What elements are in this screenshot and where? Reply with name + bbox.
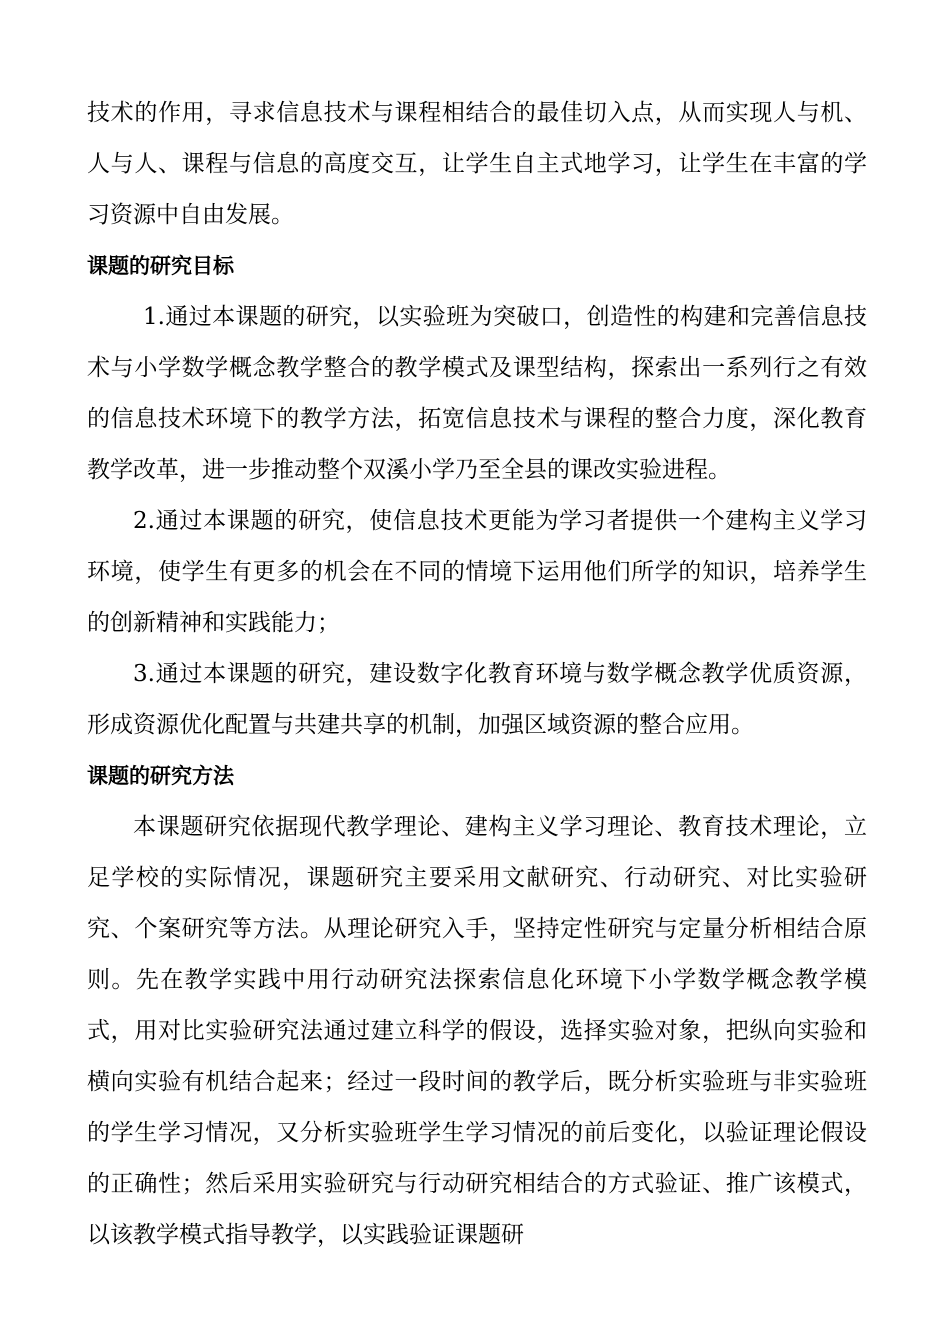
methods-paragraph: 本课题研究依据现代教学理论、建构主义学习理论、教育技术理论，立足学校的实际情况，课题研究主要采用文献研究、行动研究、对比实验研究、个案研究等方法。从理论研究入手，坚持定性研究与定量分析相结合原则。先在教学实践中用行动研究法探索信息化环境下小学数学概念教学模式，用对比实验研究法通过建立科学的假设，选择实验对象，把纵向实验和横向实验有机结合起来；经过一段时间的教学后，既分析实验班与非实验班的学生学习情况，又分析实验班学生学习情况的前后变化，以验证理论假设的正确性；然后采用实验研究与行动研究相结合的方式验证、推广该模式，以该教学模式指导教学，以实践验证课题研: [87, 814, 867, 1248]
intro-paragraph: 技术的作用，寻求信息技术与课程相结合的最佳切入点，从而实现人与机、人与人、课程与信息的高度交互，让学生自主式地学习，让学生在丰富的学习资源中自由发展。: [87, 100, 867, 228]
section-heading-methods: 课题的研究方法: [87, 764, 234, 788]
document-body: [87, 88, 867, 1261]
goal-item-1: 1.通过本课题的研究，以实验班为突破口，创造性的构建和完善信息技术与小学数学概念教学整合的教学模式及课型结构，探索出一系列行之有效的信息技术环境下的教学方法，拓宽信息技术与课程的整合力度，深化教育教学改革，进一步推动整个双溪小学乃至全县的课改实验进程。: [87, 304, 867, 483]
goal-item-2: 2.通过本课题的研究，使信息技术更能为学习者提供一个建构主义学习环境，使学生有更多的机会在不同的情境下运用他们所学的知识，培养学生的创新精神和实践能力；: [87, 508, 867, 636]
section-heading-goals: 课题的研究目标: [87, 254, 234, 278]
goal-item-3: 3.通过本课题的研究，建设数字化教育环境与数学概念教学优质资源，形成资源优化配置与共建共享的机制，加强区域资源的整合应用。: [87, 661, 867, 738]
